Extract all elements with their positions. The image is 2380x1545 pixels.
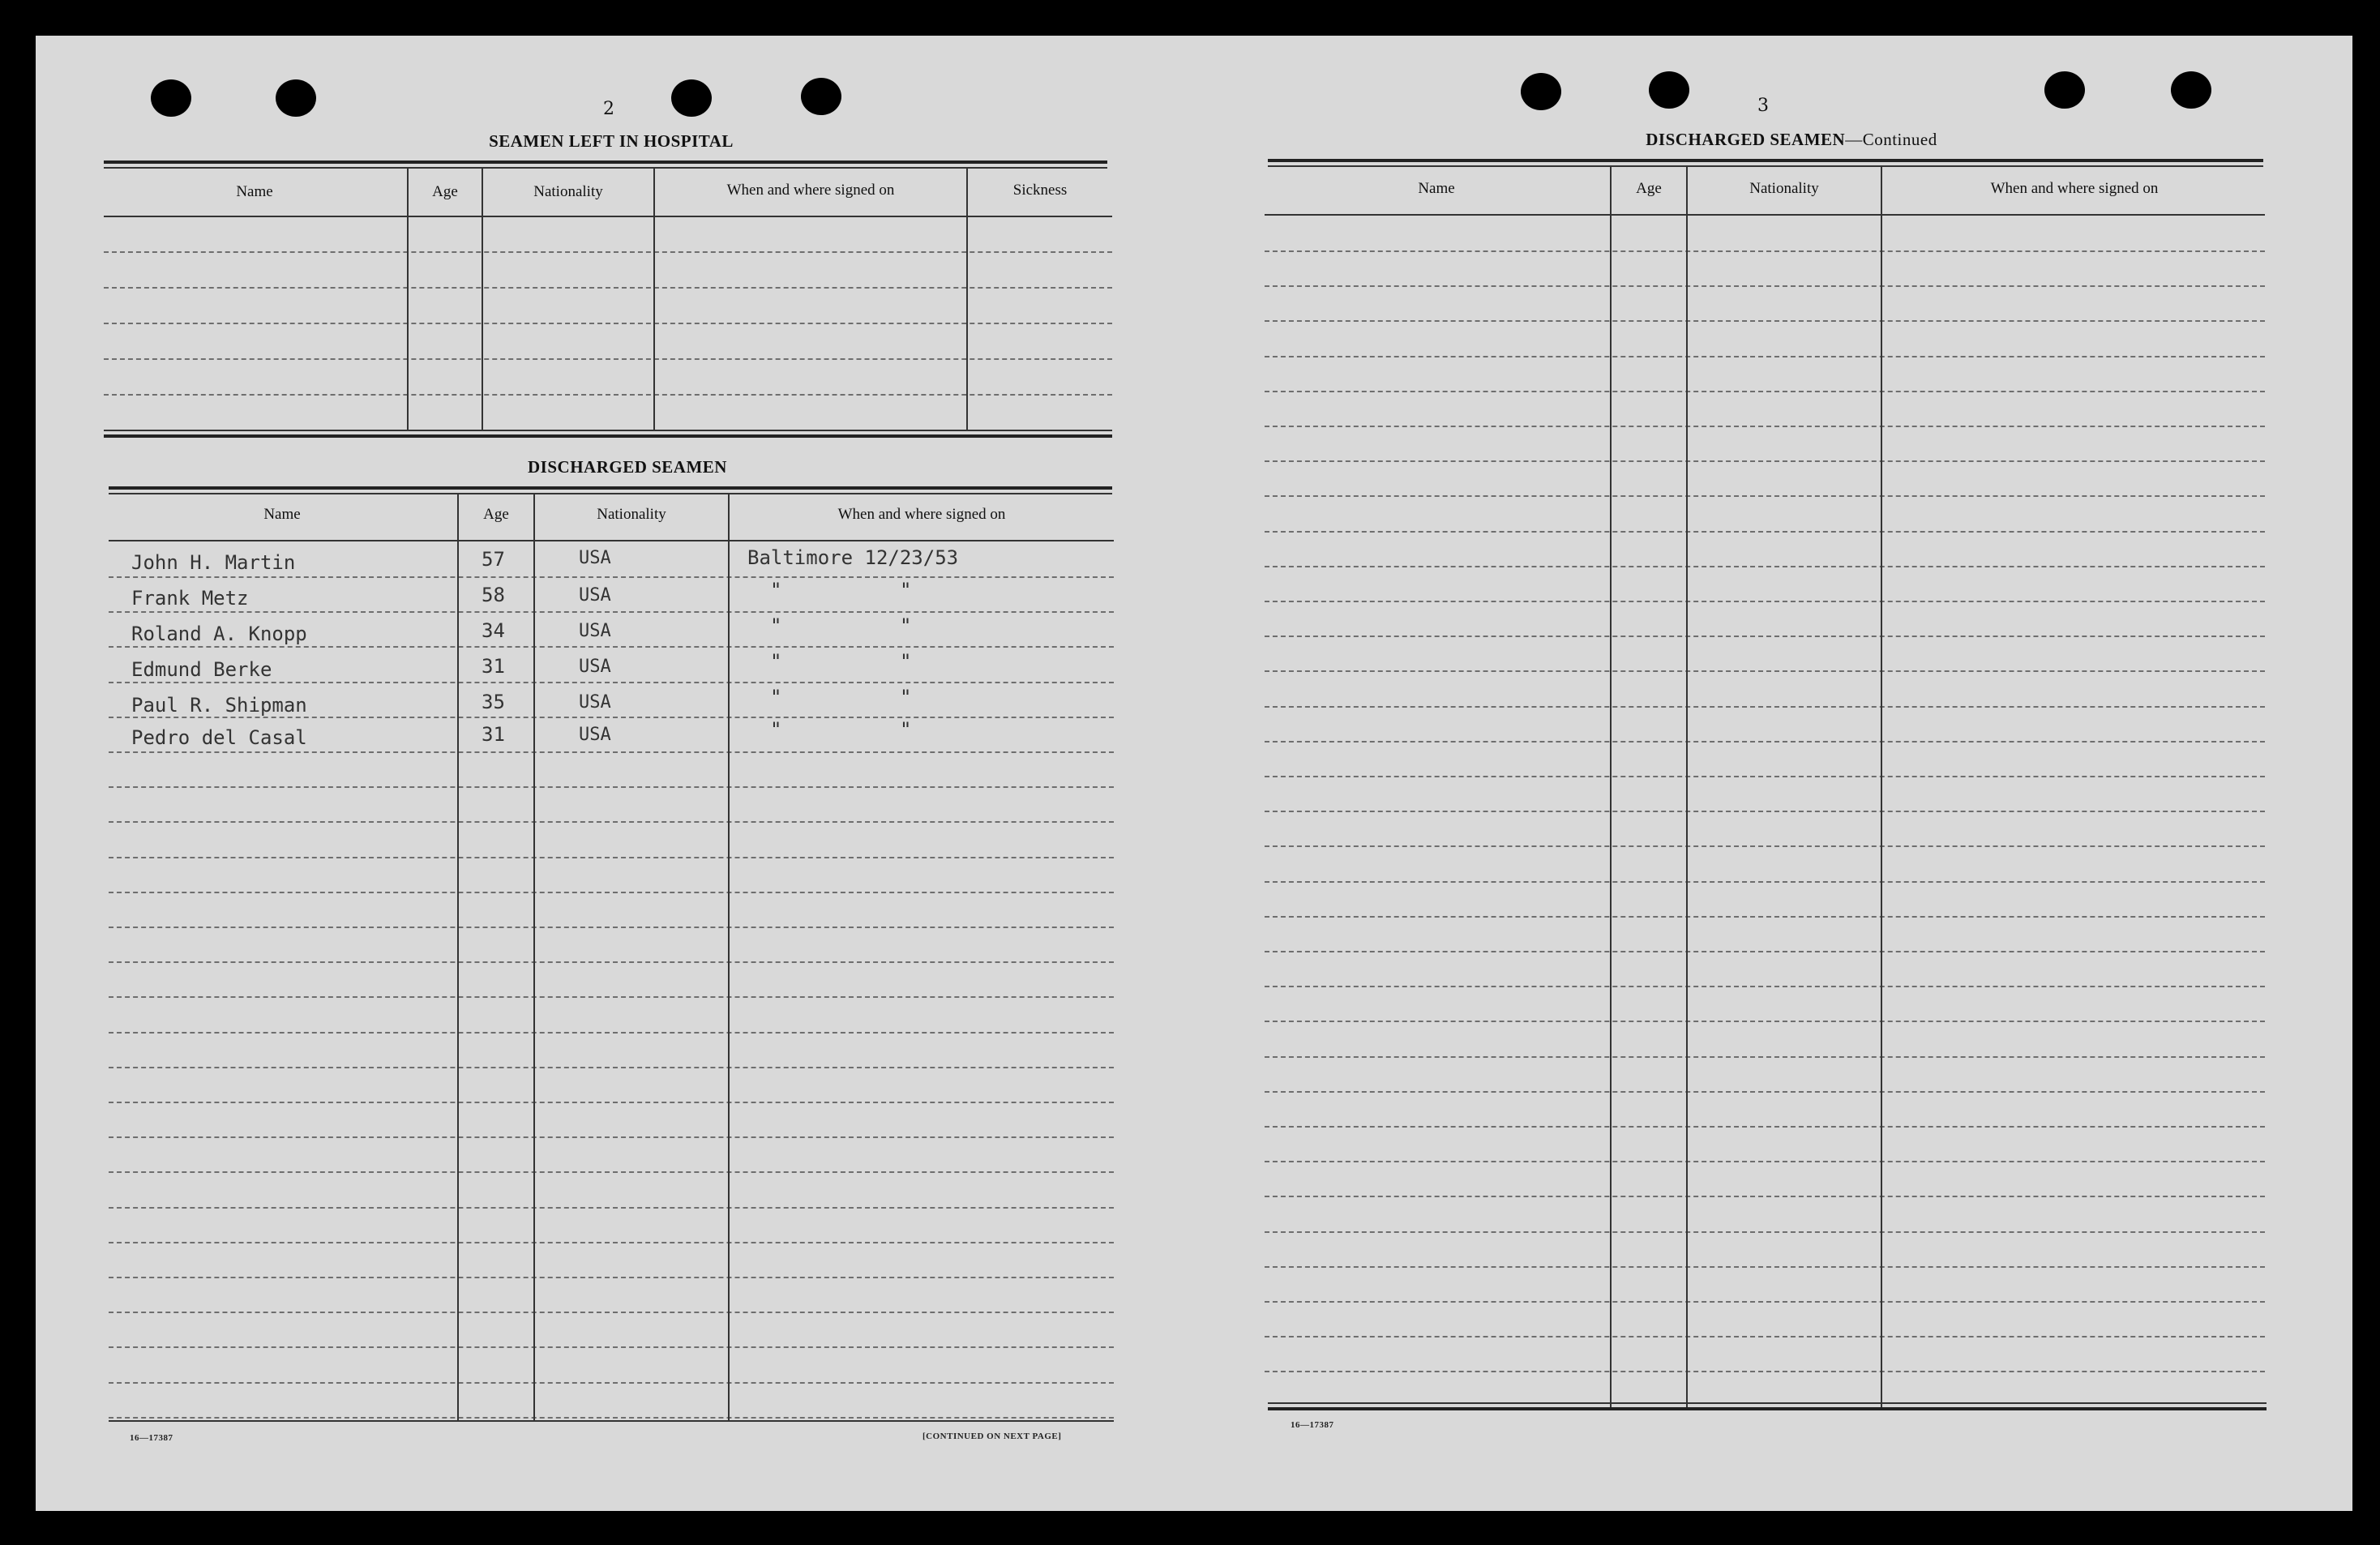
row-rule-line <box>109 1171 1114 1173</box>
row-rule-line <box>109 996 1114 998</box>
discharged-col-name: Name <box>263 506 301 523</box>
seaman-name: Paul R. Shipman <box>131 694 307 717</box>
discharged-col-age: Age <box>483 506 509 523</box>
row-rule-line <box>1265 741 2265 743</box>
row-rule-line <box>1265 1091 2265 1093</box>
row-rule-line <box>1265 636 2265 637</box>
seaman-age: 57 <box>482 548 505 571</box>
punch-hole <box>1521 73 1561 110</box>
row-rule-line <box>109 857 1114 858</box>
row-rule-line <box>1265 460 2265 462</box>
row-rule-line <box>109 576 1114 578</box>
row-rule-line <box>109 1312 1114 1313</box>
row-rule-line <box>109 1242 1114 1243</box>
continued-section-title <box>1540 130 2043 150</box>
page-number-left: 2 <box>603 99 614 119</box>
seaman-nationality: USA <box>579 585 611 606</box>
row-rule-line <box>1265 881 2265 883</box>
continued-title-suffix: —Continued <box>1845 130 1937 149</box>
seaman-signed-on-place: " <box>770 579 782 601</box>
seaman-nationality: USA <box>579 657 611 677</box>
punch-hole <box>1649 71 1689 109</box>
row-rule-line <box>109 751 1114 753</box>
row-rule-line <box>1265 601 2265 602</box>
seaman-age: 35 <box>482 691 505 713</box>
seaman-nationality: USA <box>579 548 611 568</box>
seaman-name: Frank Metz <box>131 587 249 610</box>
row-rule-line <box>109 1102 1114 1103</box>
hospital-col-nationality: Nationality <box>533 183 603 200</box>
seaman-signed-on-date: " <box>900 686 912 708</box>
hospital-section-title: SEAMEN LEFT IN HOSPITAL <box>489 131 734 151</box>
row-rule-line <box>1265 320 2265 322</box>
row-rule-line <box>109 1417 1114 1419</box>
hospital-col-name: Name <box>236 183 273 200</box>
row-rule-line <box>1265 1021 2265 1022</box>
row-rule-line <box>1265 1266 2265 1268</box>
punch-hole <box>671 79 712 117</box>
seaman-age: 31 <box>482 655 505 678</box>
row-rule-line <box>1265 250 2265 252</box>
continued-col-nationality: Nationality <box>1749 180 1819 197</box>
row-rule-line <box>1265 1161 2265 1162</box>
discharged-col-nationality: Nationality <box>597 506 666 523</box>
row-rule-line <box>109 1136 1114 1138</box>
row-rule-line <box>1265 356 2265 357</box>
seaman-name: Edmund Berke <box>131 658 272 681</box>
row-rule-line <box>109 1346 1114 1348</box>
row-rule-line <box>1265 670 2265 672</box>
form-number-right: 16—17387 <box>1291 1420 1334 1430</box>
continued-title-main: DISCHARGED SEAMEN <box>1646 130 1846 149</box>
punch-hole <box>151 79 191 117</box>
seaman-signed-on-date: " <box>900 718 912 741</box>
row-rule-line <box>109 1067 1114 1068</box>
row-rule-line <box>109 961 1114 963</box>
seaman-signed-on-place: " <box>770 614 782 637</box>
seaman-nationality: USA <box>579 621 611 641</box>
row-rule-line <box>109 1277 1114 1278</box>
row-rule-line <box>109 892 1114 893</box>
row-rule-line <box>1265 566 2265 567</box>
row-rule-line <box>109 821 1114 823</box>
row-rule-line <box>109 927 1114 928</box>
seaman-age: 34 <box>482 619 505 642</box>
document-sheet <box>36 36 2352 1511</box>
row-rule-line <box>1265 285 2265 287</box>
row-rule-line <box>1265 1371 2265 1372</box>
row-rule-line <box>109 1207 1114 1209</box>
page-number-right: 3 <box>1757 96 1769 116</box>
seaman-signed-on-place: " <box>770 686 782 708</box>
seaman-name: John H. Martin <box>131 551 296 574</box>
row-rule-line <box>1265 391 2265 392</box>
seaman-signed-on-place: " <box>770 718 782 741</box>
seaman-name: Pedro del Casal <box>131 726 307 749</box>
row-rule-line <box>1265 495 2265 497</box>
row-rule-line <box>109 682 1114 683</box>
row-rule-line <box>1265 531 2265 533</box>
row-rule-line <box>1265 916 2265 918</box>
seaman-signed-on-date: " <box>900 614 912 637</box>
hospital-col-signed-on: When and where signed on <box>726 182 895 199</box>
continued-note: [CONTINUED ON NEXT PAGE] <box>922 1432 1062 1441</box>
seaman-nationality: USA <box>579 725 611 745</box>
punch-hole <box>2044 71 2085 109</box>
seaman-signed-on-date: " <box>900 650 912 673</box>
seaman-age: 31 <box>482 723 505 746</box>
row-rule-line <box>1265 1336 2265 1337</box>
row-rule-line <box>1265 1056 2265 1058</box>
continued-col-age: Age <box>1636 180 1662 197</box>
seaman-age: 58 <box>482 584 505 606</box>
discharged-col-signed-on: When and where signed on <box>837 506 1006 523</box>
row-rule-line <box>109 646 1114 648</box>
row-rule-line <box>1265 1196 2265 1197</box>
hospital-col-age: Age <box>432 183 458 200</box>
row-rule-line <box>1265 1301 2265 1303</box>
hospital-col-sickness: Sickness <box>1012 182 1068 199</box>
discharged-section-title: DISCHARGED SEAMEN <box>528 457 727 477</box>
row-rule-line <box>1265 1126 2265 1128</box>
row-rule-line <box>109 786 1114 788</box>
row-rule-line <box>109 1032 1114 1034</box>
row-rule-line <box>109 717 1114 718</box>
row-rule-line <box>1265 986 2265 987</box>
punch-hole <box>801 78 841 115</box>
punch-hole <box>276 79 316 117</box>
row-rule-line <box>109 611 1114 613</box>
punch-hole <box>2171 71 2211 109</box>
seaman-signed-on-place: Baltimore 12/23/53 <box>747 546 959 569</box>
seaman-signed-on-place: " <box>770 650 782 673</box>
row-rule-line <box>1265 706 2265 708</box>
row-rule-line <box>1265 1231 2265 1233</box>
continued-col-name: Name <box>1418 180 1455 197</box>
row-rule-line <box>1265 776 2265 777</box>
seaman-signed-on-date: " <box>900 579 912 601</box>
row-rule-line <box>1265 426 2265 427</box>
row-rule-line <box>109 1382 1114 1384</box>
row-rule-line <box>1265 951 2265 952</box>
row-rule-line <box>1265 845 2265 847</box>
continued-col-signed-on: When and where signed on <box>1990 180 2159 197</box>
row-rule-line <box>1265 811 2265 812</box>
seaman-nationality: USA <box>579 692 611 713</box>
seaman-name: Roland A. Knopp <box>131 623 307 645</box>
form-number-left: 16—17387 <box>130 1433 173 1443</box>
